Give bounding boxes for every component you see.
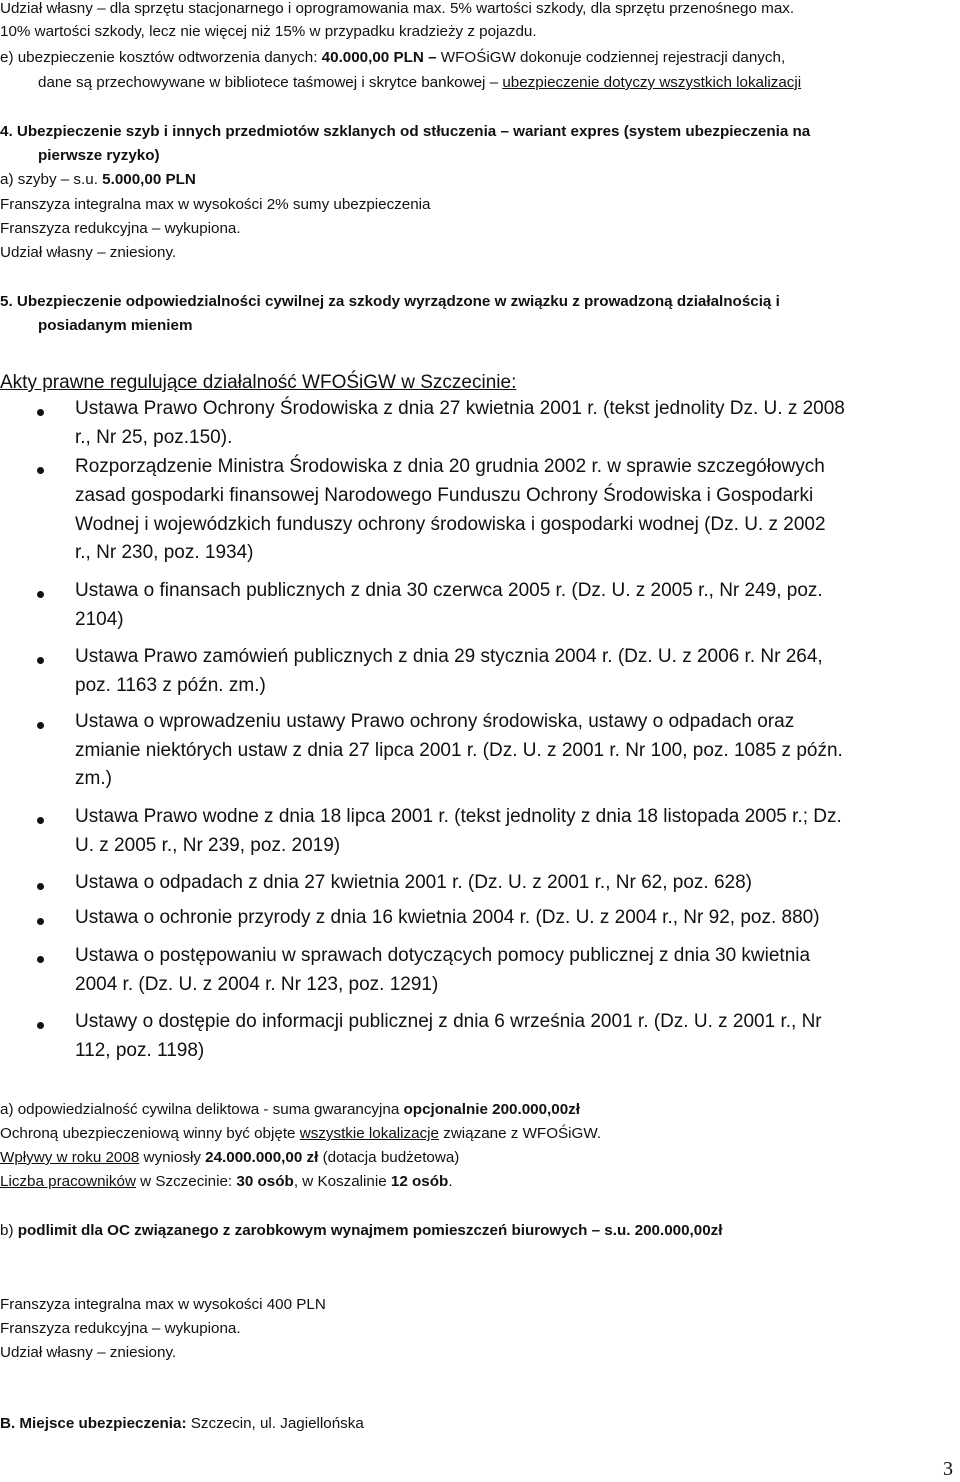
list-item-line: Ustawa o ochronie przyrody z dnia 16 kwietnia 2004 r. (Dz. U. z 2004 r., Nr 92, poz. 880) bbox=[75, 907, 820, 928]
text-line bbox=[0, 1101, 580, 1118]
list-item-line: Rozporządzenie Ministra Środowiska z dnia 20 grudnia 2002 r. w sprawie szczegółowych bbox=[75, 456, 825, 477]
text: , w Koszalinie bbox=[293, 1173, 387, 1190]
amount: opcjonalnie 200.000,00zł bbox=[403, 1101, 580, 1118]
text: wyniosły bbox=[143, 1149, 201, 1166]
bullet bbox=[37, 409, 44, 416]
list-item-line: Wodnej i wojewódzkich funduszy ochrony środowiska i gospodarki wodnej (Dz. U. z 2002 bbox=[75, 514, 826, 535]
text-line bbox=[0, 171, 196, 188]
section-4-heading-cont: pierwsze ryzyko) bbox=[38, 147, 160, 164]
text-line: Udział własny – dla sprzętu stacjonarnego i oprogramowania max. 5% wartości szkody, dla sprzętu przenośnego max. bbox=[0, 0, 795, 17]
underlined-text: ubezpieczenie dotyczy wszystkich lokalizacji bbox=[502, 74, 802, 91]
underlined-text: Liczba pracowników bbox=[0, 1173, 136, 1190]
text-line: 10% wartości szkody, lecz nie więcej niż 15% w przypadku kradzieży z pojazdu. bbox=[0, 23, 537, 40]
text: (dotacja budżetowa) bbox=[322, 1149, 460, 1166]
bullet bbox=[37, 657, 44, 664]
akty-heading: Akty prawne regulujące działalność WFOŚiGW w Szczecinie: bbox=[0, 372, 517, 393]
text-line bbox=[0, 1415, 364, 1432]
bullet bbox=[37, 1022, 44, 1029]
page-number: 3 bbox=[943, 1458, 953, 1480]
list-item-line: Ustawy o dostępie do informacji publicznej z dnia 6 września 2001 r. (Dz. U. z 2001 r., Nr bbox=[75, 1011, 822, 1032]
text: . bbox=[448, 1173, 453, 1190]
text: w Szczecinie: bbox=[140, 1173, 233, 1190]
list-item-line: 2104) bbox=[75, 609, 124, 630]
list-item-line: 2004 r. (Dz. U. z 2004 r. Nr 123, poz. 1291) bbox=[75, 974, 439, 995]
list-item-line: zmianie niektórych ustaw z dnia 27 lipca 2001 r. (Dz. U. z 2001 r. Nr 100, poz. 1085 z późn. bbox=[75, 740, 843, 761]
bullet bbox=[37, 883, 44, 890]
bullet bbox=[37, 817, 44, 824]
text-line: Udział własny – zniesiony. bbox=[0, 244, 177, 261]
sublimit-text: podlimit dla OC związanego z zarobkowym wynajmem pomieszczeń biurowych – s.u. 200.000,00zł bbox=[17, 1222, 723, 1239]
list-item-line: 112, poz. 1198) bbox=[75, 1040, 205, 1061]
count: 30 osób bbox=[236, 1173, 294, 1190]
list-item-line: Ustawa Prawo Ochrony Środowiska z dnia 27 kwietnia 2001 r. (tekst jednolity Dz. U. z 2008 bbox=[75, 398, 845, 419]
list-item-line: r., Nr 25, poz.150). bbox=[75, 427, 233, 448]
item-e bbox=[0, 49, 785, 66]
text: dane są przechowywane w bibliotece taśmowej i skrytce bankowej – bbox=[38, 74, 499, 91]
text-line: Udział własny – zniesiony. bbox=[0, 1344, 177, 1361]
list-item-line: Ustawa o odpadach z dnia 27 kwietnia 2001 r. (Dz. U. z 2001 r., Nr 62, poz. 628) bbox=[75, 872, 752, 893]
underlined-text: Wpływy w roku 2008 bbox=[0, 1149, 140, 1166]
list-item-line: poz. 1163 z późn. zm.) bbox=[75, 675, 266, 696]
list-item-line: Ustawa Prawo zamówień publicznych z dnia 29 stycznia 2004 r. (Dz. U. z 2006 r. Nr 264, bbox=[75, 646, 823, 667]
list-item-line: zm.) bbox=[75, 768, 112, 789]
amount: 40.000,00 PLN bbox=[321, 49, 424, 66]
section-heading: B. Miejsce ubezpieczenia: bbox=[0, 1415, 187, 1432]
text-line bbox=[38, 74, 801, 91]
text-line bbox=[0, 1125, 601, 1142]
amount: 24.000.000,00 zł bbox=[205, 1149, 319, 1166]
list-item-line: U. z 2005 r., Nr 239, poz. 2019) bbox=[75, 835, 341, 856]
underlined-text: wszystkie lokalizacje bbox=[299, 1125, 439, 1142]
section-4-heading: 4. Ubezpieczenie szyb i innych przedmiotów szklanych od stłuczenia – wariant expres (system ubezpieczenia na bbox=[0, 123, 811, 140]
text-line bbox=[0, 1222, 723, 1239]
text-line bbox=[0, 1149, 459, 1166]
list-item-line: Ustawa Prawo wodne z dnia 18 lipca 2001 r. (tekst jednolity z dnia 18 listopada 2005 r.; Dz. bbox=[75, 806, 842, 827]
list-item-line: r., Nr 230, poz. 1934) bbox=[75, 542, 254, 563]
list-item-line: Ustawa o wprowadzeniu ustawy Prawo ochrony środowiska, ustawy o odpadach oraz bbox=[75, 711, 795, 732]
text: związane z WFOŚiGW. bbox=[443, 1125, 602, 1142]
count: 12 osób bbox=[390, 1173, 449, 1190]
dash: – bbox=[428, 49, 437, 66]
text-line bbox=[0, 1173, 453, 1190]
text: Ochroną ubezpieczeniową winny być objęte bbox=[0, 1125, 296, 1142]
bullet bbox=[37, 591, 44, 598]
section-5-heading-cont: posiadanym mieniem bbox=[38, 317, 193, 334]
text-line: Franszyza integralna max w wysokości 2% sumy ubezpieczenia bbox=[0, 196, 431, 213]
text: a) szyby – s.u. bbox=[0, 171, 98, 188]
text-line: Franszyza redukcyjna – wykupiona. bbox=[0, 220, 241, 237]
text-line: Franszyza redukcyjna – wykupiona. bbox=[0, 1320, 241, 1337]
bullet bbox=[37, 918, 44, 925]
amount: 5.000,00 PLN bbox=[102, 171, 196, 188]
text: Szczecin, ul. Jagiellońska bbox=[190, 1415, 364, 1432]
section-5-heading: 5. Ubezpieczenie odpowiedzialności cywilnej za szkody wyrządzone w związku z prowadzoną działalnością i bbox=[0, 293, 780, 310]
text: WFOŚiGW dokonuje codziennej rejestracji danych, bbox=[440, 49, 786, 66]
text-line: Franszyza integralna max w wysokości 400 PLN bbox=[0, 1296, 326, 1313]
text: b) bbox=[0, 1222, 14, 1239]
list-item-line: zasad gospodarki finansowej Narodowego Funduszu Ochrony Środowiska i Gospodarki bbox=[75, 485, 814, 506]
bullet bbox=[37, 956, 44, 963]
item-e-label: e) ubezpieczenie kosztów odtworzenia danych: bbox=[0, 49, 318, 66]
bullet bbox=[37, 467, 44, 474]
text: a) odpowiedzialność cywilna deliktowa - suma gwarancyjna bbox=[0, 1101, 400, 1118]
bullet bbox=[37, 722, 44, 729]
list-item-line: Ustawa o finansach publicznych z dnia 30 czerwca 2005 r. (Dz. U. z 2005 r., Nr 249, poz. bbox=[75, 580, 823, 601]
list-item-line: Ustawa o postępowaniu w sprawach dotyczących pomocy publicznej z dnia 30 kwietnia bbox=[75, 945, 811, 966]
